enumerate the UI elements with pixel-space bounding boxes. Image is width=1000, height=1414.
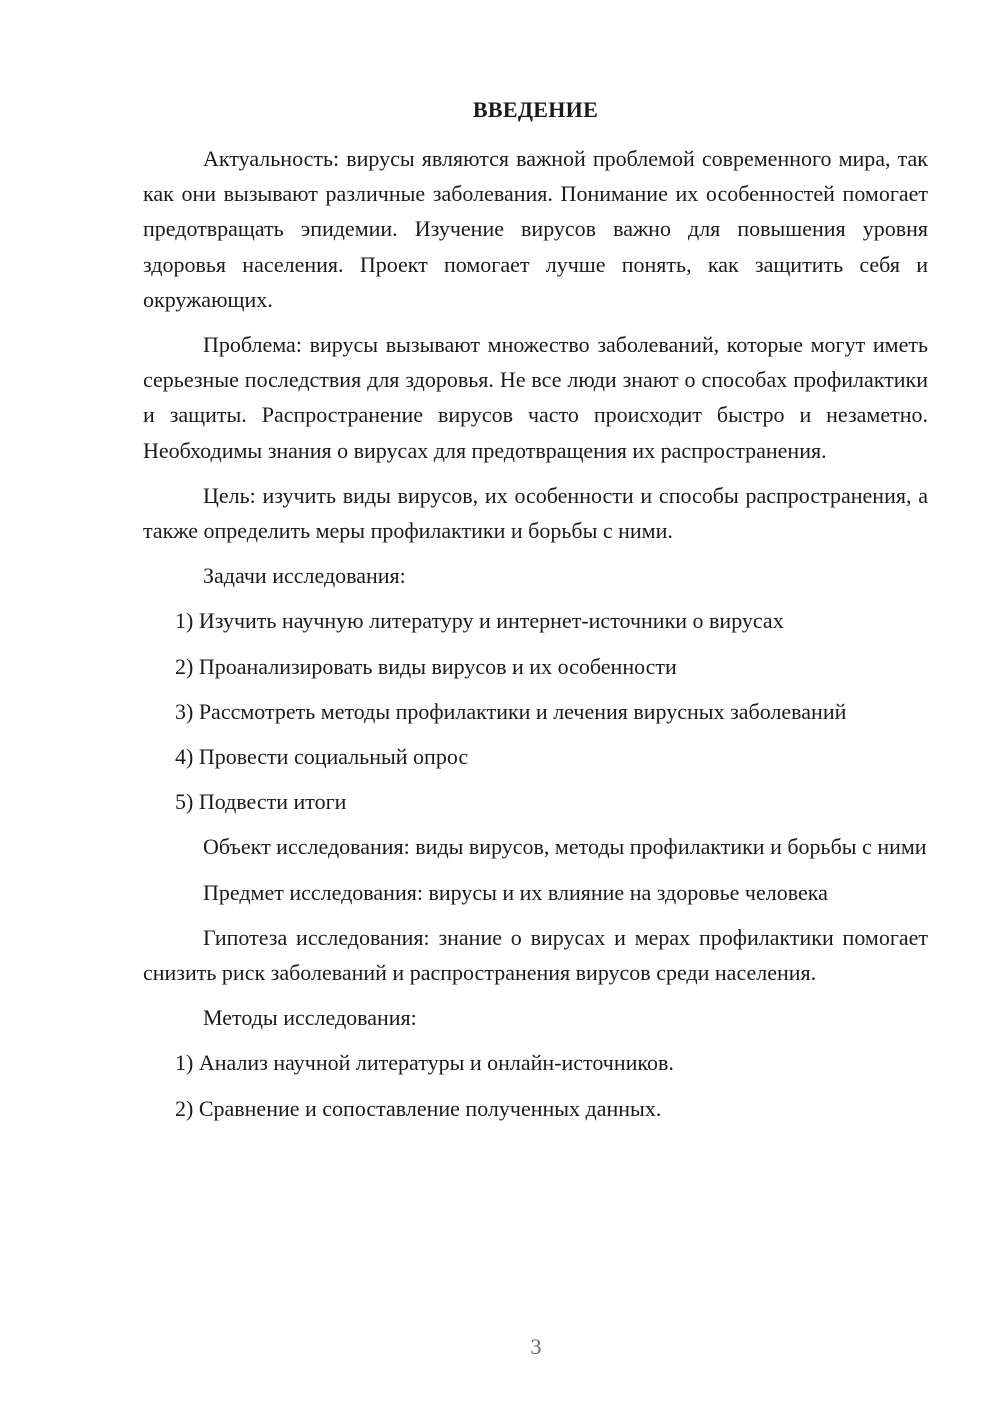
method-item: 1) Анализ научной литературы и онлайн-источников. xyxy=(175,1050,674,1076)
relevance-paragraph: Актуальность: вирусы являются важной проблемой современного мира, так как они вызывают различные заболевания. Понимание их особенностей помогает предотвращать эпидемии. Изучение вирусов важно для повышения уровня здоровья населения. Проект помогает лучше понять, как защитить себя и окружающих. xyxy=(143,146,928,312)
page-number xyxy=(36,1333,1000,1361)
task-item: 1) Изучить научную литературу и интернет-источники о вирусах xyxy=(175,608,784,634)
problem-paragraph: Проблема: вирусы вызывают множество заболеваний, которые могут иметь серьезные последствия для здоровья. Не все люди знают о способах профилактики и защиты. Распространение вирусов часто происходит быстро и незаметно. Необходимы знания о вирусах для предотвращения их распространения. xyxy=(143,332,928,463)
task-item: 2) Проанализировать виды вирусов и их особенности xyxy=(175,653,677,679)
document-page xyxy=(143,95,928,1136)
page-number-label: 3 xyxy=(530,1334,542,1359)
method-item: 2) Сравнение и сопоставление полученных данных. xyxy=(175,1095,662,1121)
hypothesis-paragraph: Гипотеза исследования: знание о вирусах и мерах профилактики помогает снизить риск заболеваний и распространения вирусов среди населения. xyxy=(143,924,928,986)
tasks-heading: Задачи исследования: xyxy=(203,563,406,589)
task-item: 3) Рассмотреть методы профилактики и лечения вирусных заболеваний xyxy=(175,698,847,724)
task-item: 4) Провести социальный опрос xyxy=(175,744,469,770)
methods-heading: Методы исследования: xyxy=(203,1005,417,1031)
object-paragraph: Объект исследования: виды вирусов, методы профилактики и борьбы с ними xyxy=(203,834,927,860)
task-item: 5) Подвести итоги xyxy=(175,789,347,815)
goal-paragraph: Цель: изучить виды вирусов, их особенности и способы распространения, а также определить меры профилактики и борьбы с ними. xyxy=(143,482,928,544)
section-title: ВВЕДЕНИЕ xyxy=(472,97,599,122)
subject-paragraph: Предмет исследования: вирусы и их влияние на здоровье человека xyxy=(203,879,828,905)
